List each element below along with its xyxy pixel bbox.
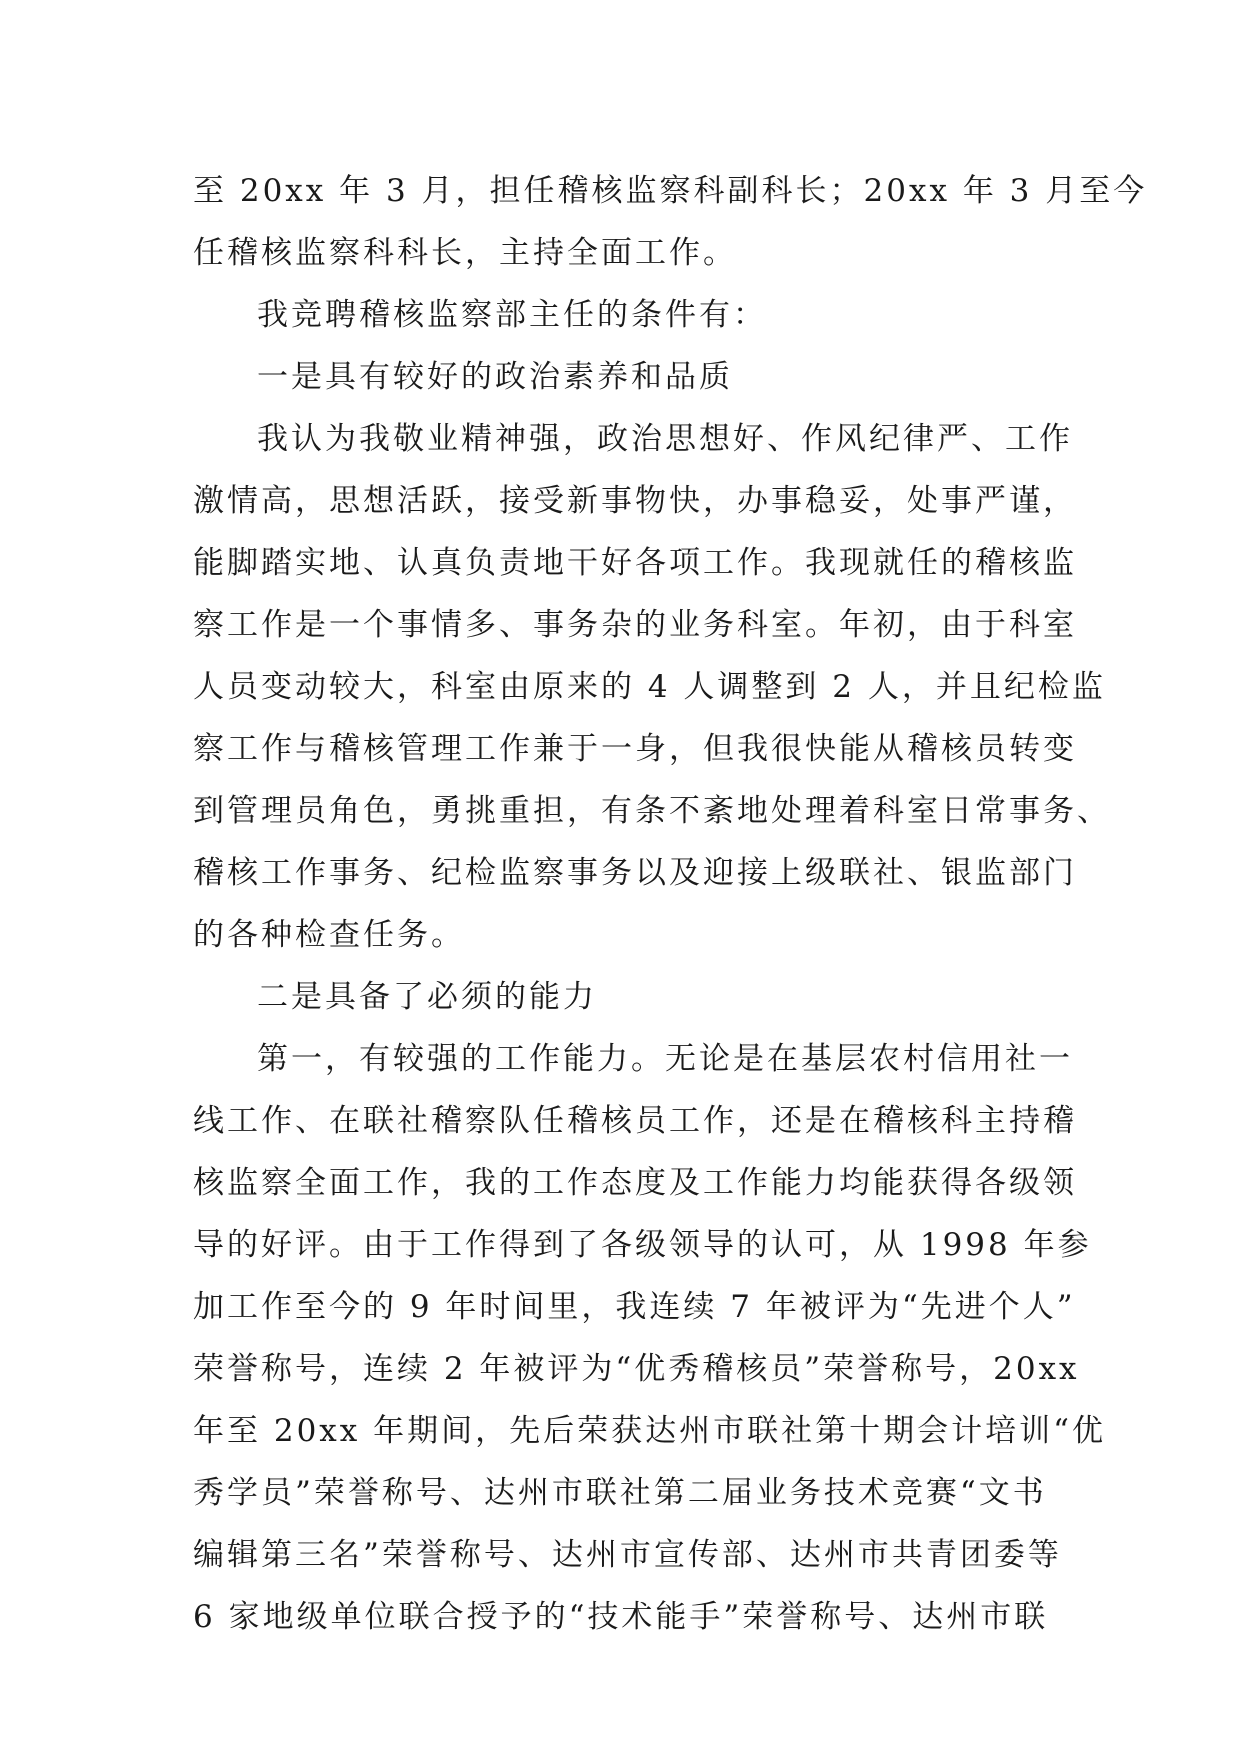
text-line: 第一，有较强的工作能力。无论是在基层农村信用社一	[257, 1041, 1073, 1077]
section-heading-2: 二是具备了必须的能力	[257, 979, 597, 1015]
text-line: 的各种检查任务。	[193, 917, 465, 953]
text-line: 加工作至今的 9 年时间里，我连续 7 年被评为“先进个人”	[193, 1289, 1076, 1325]
text-line: 激情高，思想活跃，接受新事物快，办事稳妥，处事严谨，	[193, 483, 1077, 519]
text-line: 稽核工作事务、纪检监察事务以及迎接上级联社、银监部门	[193, 855, 1077, 891]
section-heading-1: 一是具有较好的政治素养和品质	[257, 359, 733, 395]
text-line: 能脚踏实地、认真负责地干好各项工作。我现就任的稽核监	[193, 545, 1077, 581]
text-line: 年至 20xx 年期间，先后荣获达州市联社第十期会计培训“优	[193, 1413, 1106, 1449]
text-line: 6 家地级单位联合授予的“技术能手”荣誉称号、达州市联	[193, 1599, 1049, 1635]
text-line: 人员变动较大，科室由原来的 4 人调整到 2 人，并且纪检监	[193, 669, 1106, 705]
document-body	[193, 160, 1148, 1648]
text-line: 秀学员”荣誉称号、达州市联社第二届业务技术竞赛“文书	[193, 1475, 1047, 1511]
text-line: 编辑第三名”荣誉称号、达州市宣传部、达州市共青团委等	[193, 1537, 1062, 1573]
paragraph-intro-conditions: 我竞聘稽核监察部主任的条件有：	[257, 297, 767, 333]
text-line: 荣誉称号，连续 2 年被评为“优秀稽核员”荣誉称号，20xx	[193, 1351, 1080, 1387]
text-line: 察工作是一个事情多、事务杂的业务科室。年初，由于科室	[193, 607, 1077, 643]
text-line: 核监察全面工作，我的工作态度及工作能力均能获得各级领	[193, 1165, 1077, 1201]
text-line: 察工作与稽核管理工作兼于一身，但我很快能从稽核员转变	[193, 731, 1077, 767]
text-line: 到管理员角色，勇挑重担，有条不紊地处理着科室日常事务、	[193, 793, 1111, 829]
text-line: 我认为我敬业精神强，政治思想好、作风纪律严、工作	[257, 421, 1073, 457]
text-line: 线工作、在联社稽察队任稽核员工作，还是在稽核科主持稽	[193, 1103, 1077, 1139]
text-line: 至 20xx 年 3 月，担任稽核监察科副科长；20xx 年 3 月至今	[193, 173, 1148, 209]
text-line: 导的好评。由于工作得到了各级领导的认可，从 1998 年参	[193, 1227, 1092, 1263]
text-line: 任稽核监察科科长，主持全面工作。	[193, 235, 737, 271]
